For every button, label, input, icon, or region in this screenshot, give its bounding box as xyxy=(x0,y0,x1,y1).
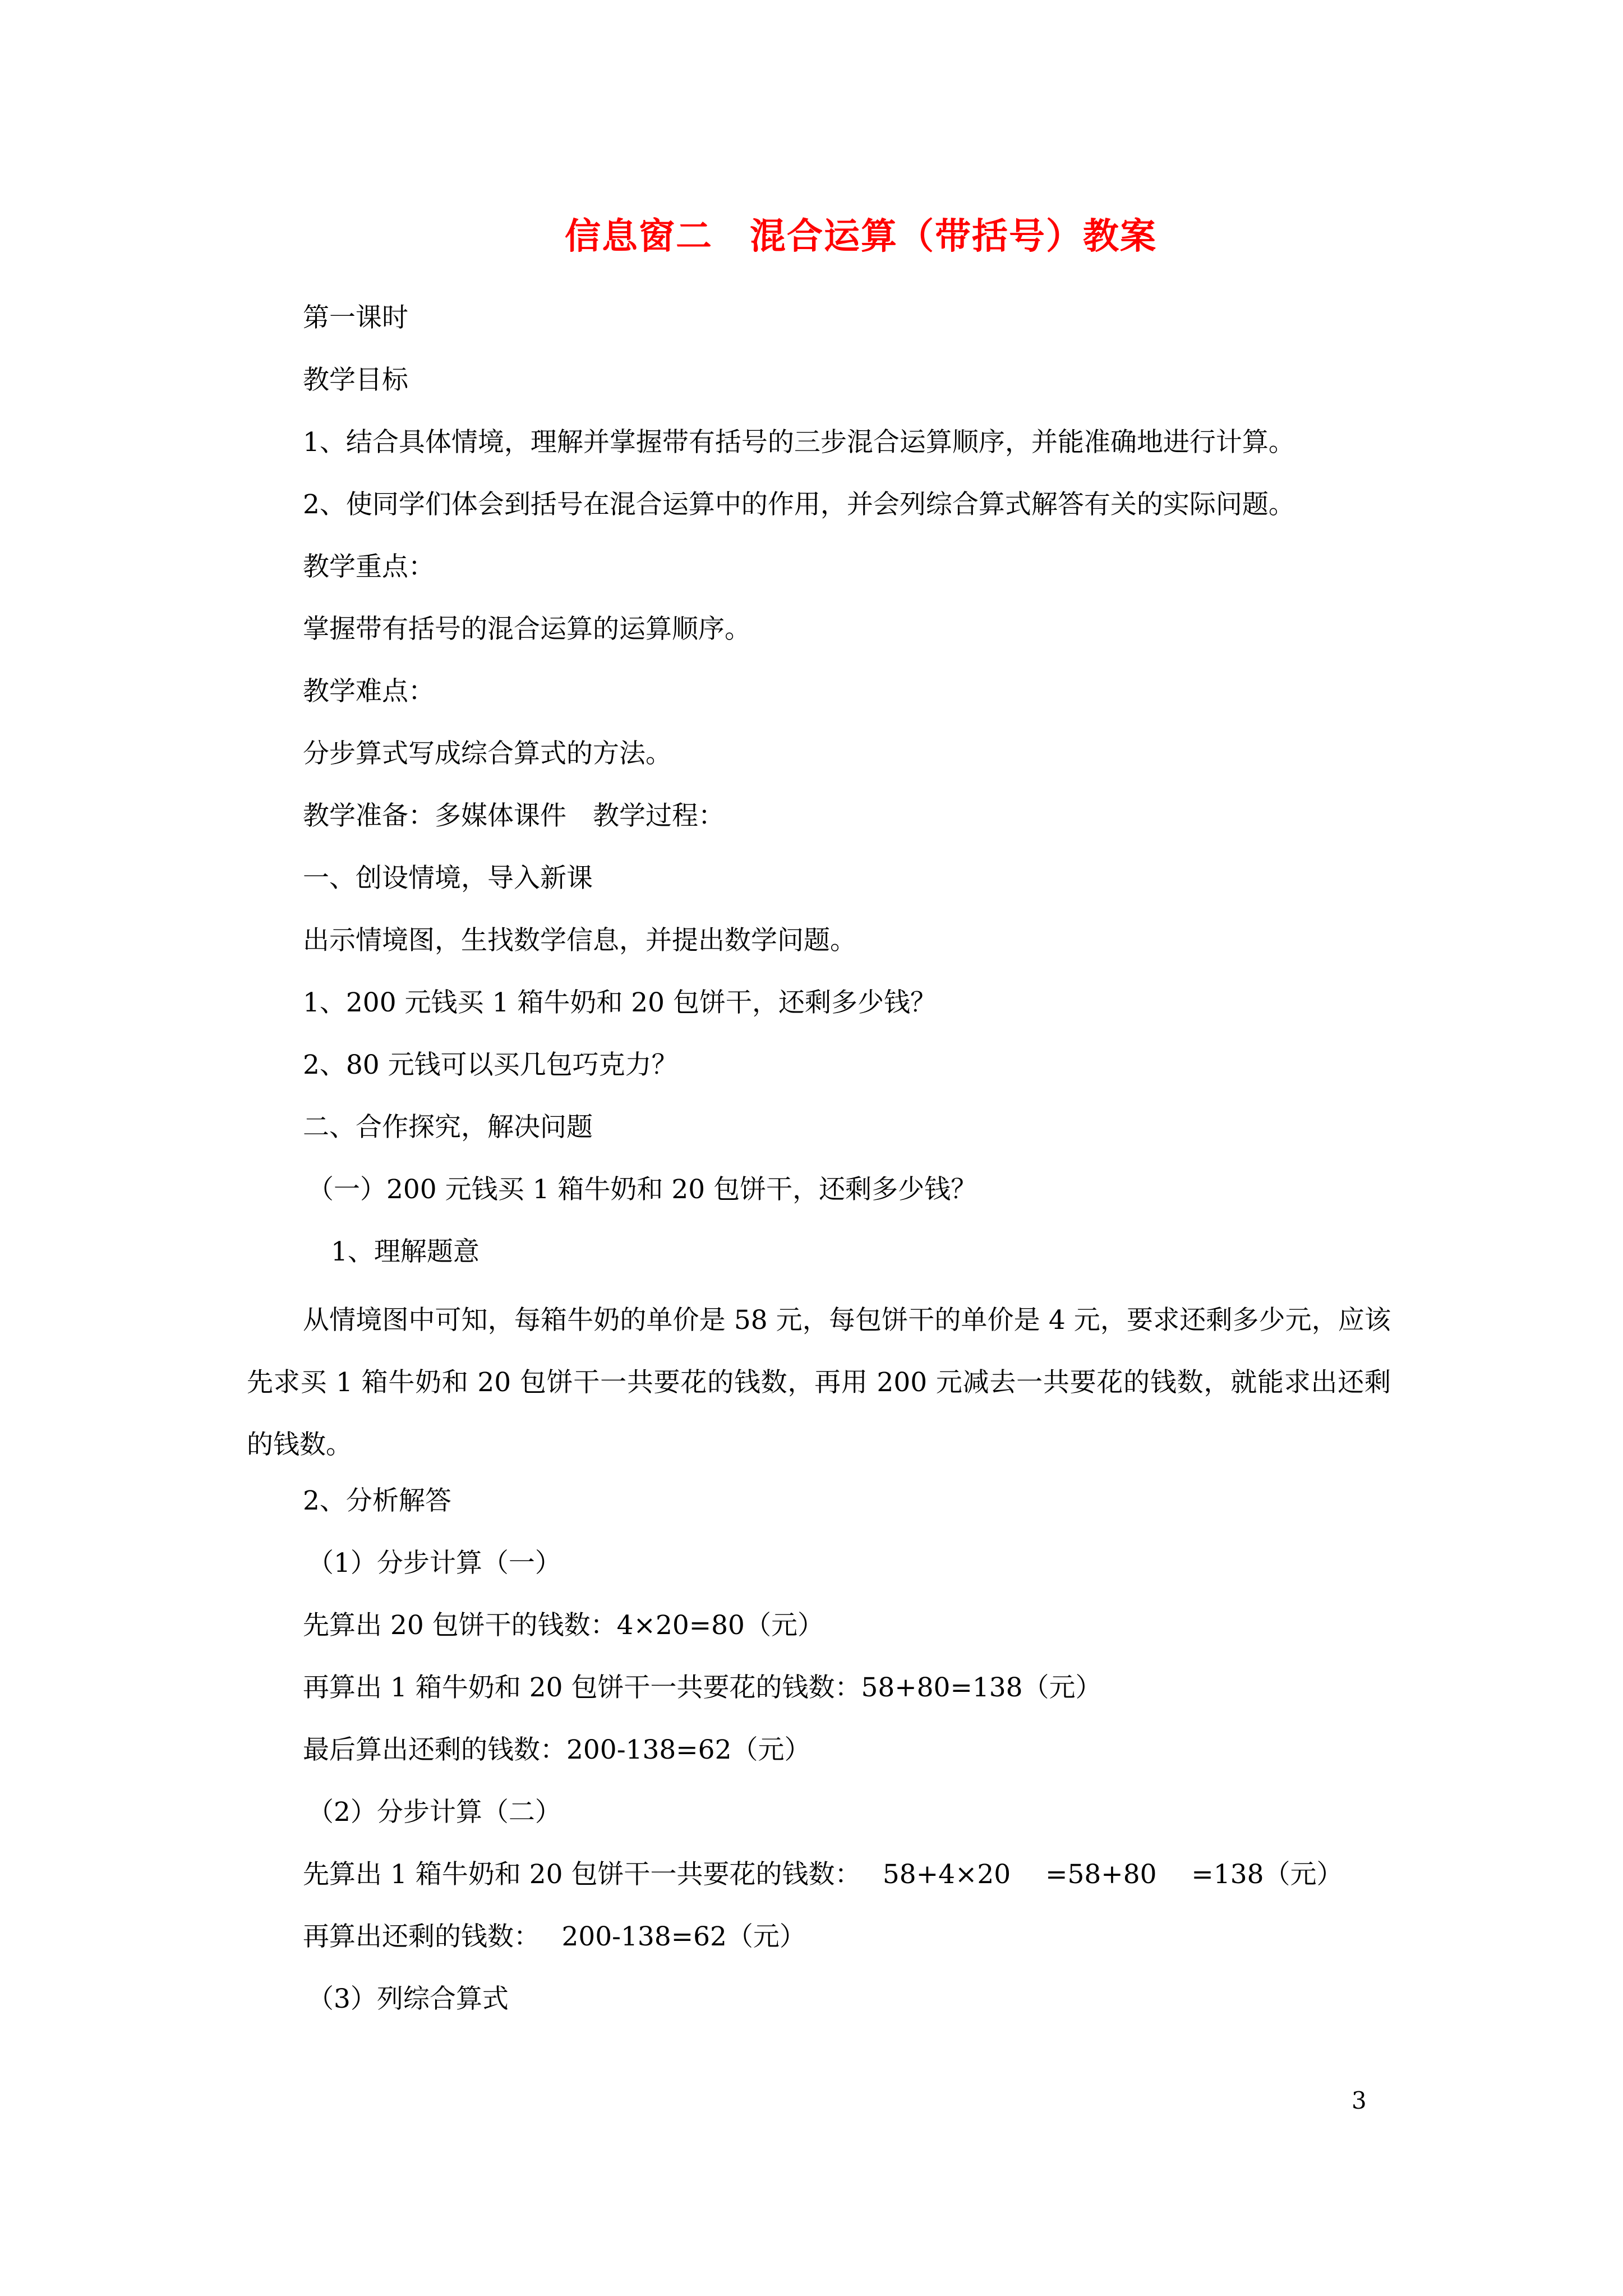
step-analyze: 2、分析解答 xyxy=(303,1485,451,1516)
page-number: 3 xyxy=(1352,2087,1367,2114)
step-understand: 1、理解题意 xyxy=(331,1236,479,1267)
method-3-heading: （3）列综合算式 xyxy=(307,1984,509,2014)
difficulty-text: 分步算式写成综合算式的方法。 xyxy=(303,738,672,769)
subsection-1-heading: （一）200 元钱买 1 箱牛奶和 20 包饼干，还剩多少钱？ xyxy=(307,1174,978,1205)
lesson-period: 第一课时 xyxy=(303,302,408,333)
explanation-paragraph: 从情境图中可知，每箱牛奶的单价是 58 元，每包饼干的单价是 4 元，要求还剩多少元，应该先求买 1 箱牛奶和 20 包饼干一共要花的钱数，再用 200 元减去一共要花的钱数，就能求出还剩的钱数。 xyxy=(247,1305,1391,1460)
section-1-text: 出示情境图，生找数学信息，并提出数学问题。 xyxy=(303,925,856,956)
goal-1: 1、结合具体情境，理解并掌握带有括号的三步混合运算顺序，并能准确地进行计算。 xyxy=(303,427,1295,458)
section-2-heading: 二、合作探究，解决问题 xyxy=(303,1112,593,1143)
key-point-text: 掌握带有括号的混合运算的运算顺序。 xyxy=(303,614,751,645)
goal-2: 2、使同学们体会到括号在混合运算中的作用，并会列综合算式解答有关的实际问题。 xyxy=(303,489,1295,520)
method-1-heading: （1）分步计算（一） xyxy=(307,1548,561,1579)
method-2-heading: （2）分步计算（二） xyxy=(307,1797,561,1828)
method-1-step-2: 再算出 1 箱牛奶和 20 包饼干一共要花的钱数：58+80=138（元） xyxy=(303,1672,1102,1703)
method-2-step-1: 先算出 1 箱牛奶和 20 包饼干一共要花的钱数： 58+4×20 =58+80 =138（元） xyxy=(303,1859,1343,1890)
document-title: 信息窗二 混合运算（带括号）教案 xyxy=(565,215,1157,257)
question-1: 1、200 元钱买 1 箱牛奶和 20 包饼干，还剩多少钱？ xyxy=(303,987,937,1018)
heading-teaching-goals: 教学目标 xyxy=(303,365,408,395)
question-2: 2、80 元钱可以买几包巧克力？ xyxy=(303,1050,678,1080)
preparation-process: 教学准备：多媒体课件 教学过程： xyxy=(303,800,725,831)
method-2-step-2: 再算出还剩的钱数： 200-138=62（元） xyxy=(303,1921,806,1952)
method-1-step-1: 先算出 20 包饼干的钱数：4×20=80（元） xyxy=(303,1610,824,1641)
heading-key-points: 教学重点： xyxy=(303,551,435,582)
heading-difficulties: 教学难点： xyxy=(303,676,435,707)
method-1-step-3: 最后算出还剩的钱数：200-138=62（元） xyxy=(303,1734,811,1765)
section-1-heading: 一、创设情境，导入新课 xyxy=(303,863,593,894)
